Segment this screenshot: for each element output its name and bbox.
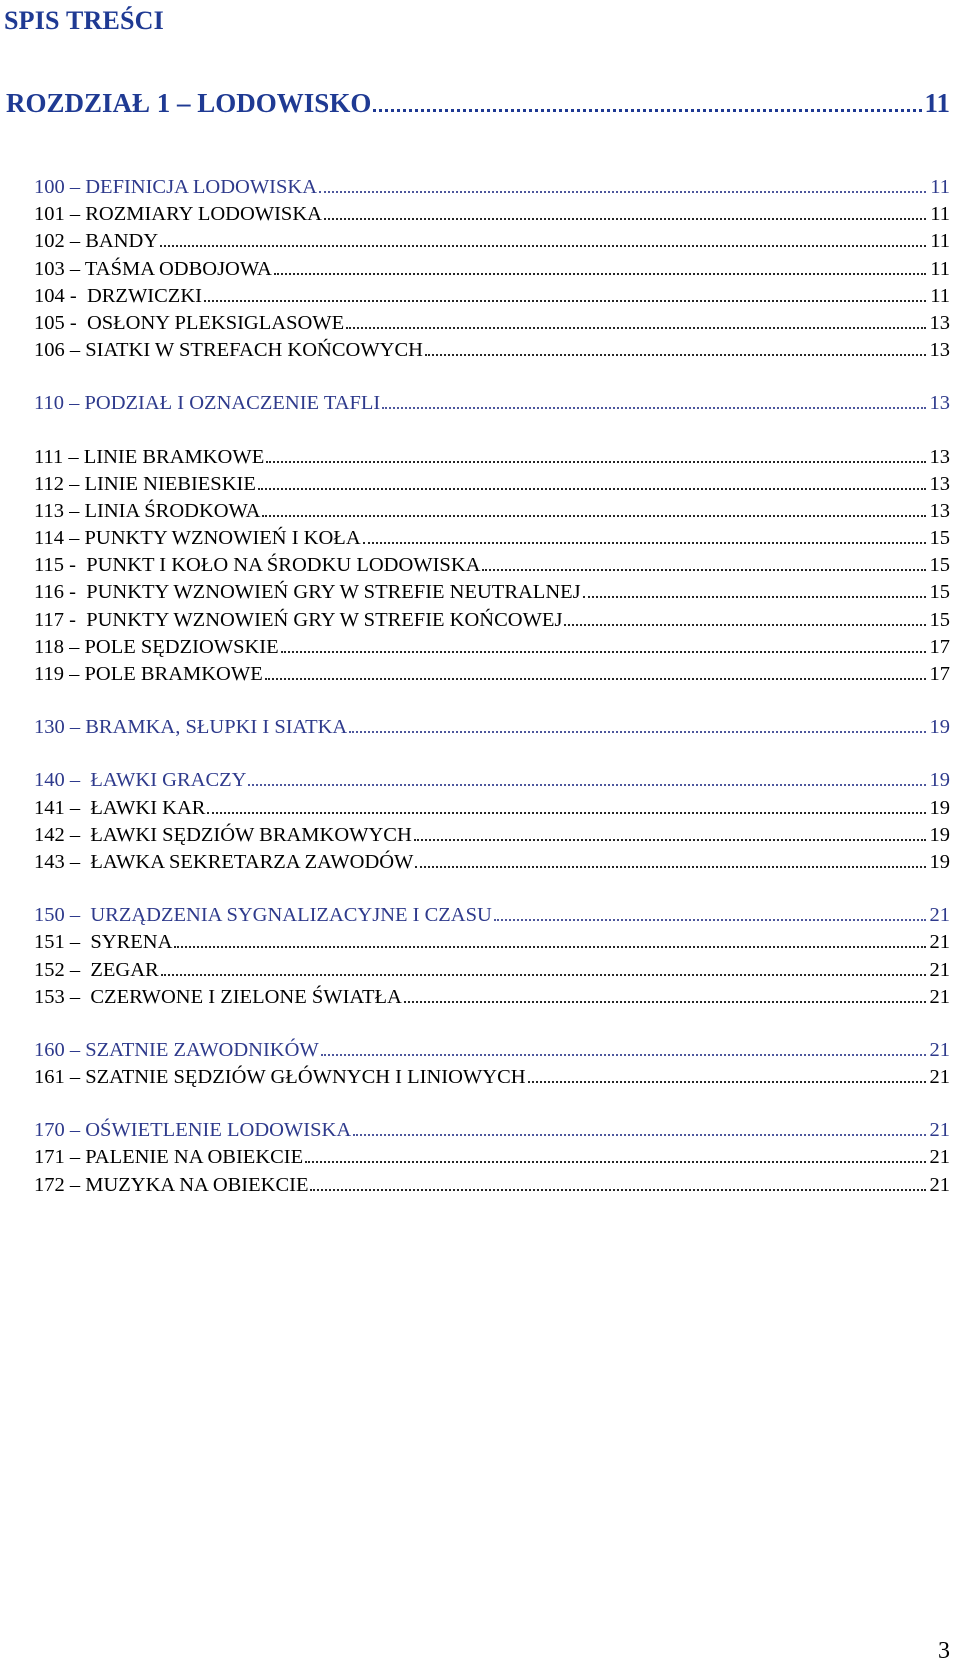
- toc-entry-label: 170 – OŚWIETLENIE LODOWISKA: [34, 1119, 352, 1142]
- toc-entry-label: 100 – DEFINICJA LODOWISKA: [34, 176, 318, 198]
- chapter-page: 11: [924, 88, 950, 118]
- toc-entry-label: 111 – LINIE BRAMKOWE: [34, 445, 265, 468]
- toc-entry[interactable]: [34, 552, 950, 579]
- toc-entry-page: 21: [929, 904, 950, 927]
- toc-entry-label: 119 – POLE BRAMKOWE: [34, 663, 263, 685]
- toc-entry-page: 21: [929, 931, 950, 954]
- dot-leader: [274, 273, 926, 275]
- toc-entry[interactable]: [34, 849, 950, 876]
- toc-entry-page: 19: [929, 769, 950, 792]
- toc-entry[interactable]: [34, 337, 950, 364]
- toc-entry-page: 13: [929, 472, 950, 495]
- dot-leader: [174, 946, 926, 948]
- toc-entry[interactable]: [34, 228, 950, 255]
- toc-entry[interactable]: [34, 1117, 950, 1144]
- dot-leader: [265, 678, 926, 680]
- toc-entry-label: 160 – SZATNIE ZAWODNIKÓW: [34, 1038, 319, 1061]
- toc-entry-label: 101 – ROZMIARY LODOWISKA: [34, 203, 322, 226]
- toc-entry-page: 19: [929, 716, 950, 739]
- toc-entry-label: 161 – SZATNIE SĘDZIÓW GŁÓWNYCH I LINIOWYCH: [34, 1066, 526, 1089]
- toc-entry[interactable]: [34, 256, 950, 283]
- toc-entry-label: 115 - PUNKT I KOŁO NA ŚRODKU LODOWISKA: [34, 554, 481, 577]
- toc-entry[interactable]: [34, 634, 950, 661]
- toc-entry-label: 113 – LINIA ŚRODKOWA: [34, 499, 261, 522]
- dot-leader: [425, 354, 926, 356]
- toc-entry-page: 11: [930, 176, 950, 198]
- toc-entry-label: 140 – ŁAWKI GRACZY: [34, 769, 247, 792]
- toc-chapter-entry[interactable]: [6, 88, 950, 119]
- toc-entry[interactable]: [34, 174, 950, 201]
- toc-entry[interactable]: [34, 795, 950, 822]
- toc-entry-page: 19: [929, 823, 950, 846]
- toc-entry-label: 104 - DRZWICZKI: [34, 284, 202, 307]
- toc-entry-label: 105 - OSŁONY PLEKSIGLASOWE: [34, 311, 345, 334]
- dot-leader: [310, 1189, 926, 1191]
- dot-leader: [404, 1001, 926, 1003]
- toc-entry-label: 130 – BRAMKA, SŁUPKI I SIATKA: [34, 716, 348, 739]
- dot-leader: [346, 327, 926, 329]
- toc-entry-page: 15: [929, 527, 950, 550]
- toc-entry[interactable]: [34, 390, 950, 417]
- toc-entry-page: 19: [929, 850, 950, 873]
- dot-leader: [207, 812, 926, 814]
- toc-entry[interactable]: [34, 1144, 950, 1171]
- dot-leader: [204, 300, 926, 302]
- dot-leader: [583, 596, 926, 598]
- toc-entry-page: 21: [929, 985, 950, 1008]
- toc-entry[interactable]: [34, 579, 950, 606]
- toc-entry-label: 172 – MUZYKA NA OBIEKCIE: [34, 1173, 309, 1196]
- dot-leader: [349, 731, 926, 733]
- toc-entries: [34, 174, 950, 1199]
- toc-entry-page: 13: [929, 339, 950, 362]
- toc-entry-label: 103 – TAŚMA ODBOJOWA: [34, 257, 272, 280]
- dot-leader: [494, 919, 926, 921]
- toc-entry-label: 112 – LINIE NIEBIESKIE: [34, 472, 256, 495]
- toc-entry-label: 171 – PALENIE NA OBIEKCIE: [34, 1146, 304, 1169]
- toc-entry-page: 21: [929, 1173, 950, 1196]
- toc-entry-page: 11: [930, 230, 950, 253]
- toc-title: SPIS TREŚCI: [4, 6, 164, 35]
- toc-entry-page: 15: [929, 608, 950, 631]
- dot-leader: [160, 245, 926, 247]
- dot-leader: [482, 569, 926, 571]
- toc-entry-label: 110 – PODZIAŁ I OZNACZENIE TAFLI: [34, 392, 381, 415]
- toc-entry[interactable]: [34, 444, 950, 471]
- toc-entry-page: 21: [929, 1066, 950, 1089]
- toc-entry-label: 150 – URZĄDZENIA SYGNALIZACYJNE I CZASU: [34, 904, 492, 927]
- dot-leader: [528, 1081, 926, 1083]
- toc-entry-page: 17: [929, 663, 950, 685]
- dot-leader: [248, 784, 926, 786]
- dot-leader: [305, 1161, 926, 1163]
- page-number: 3: [938, 1638, 950, 1664]
- toc-entry-label: 114 – PUNKTY WZNOWIEŃ I KOŁA: [34, 527, 361, 550]
- toc-entry[interactable]: [34, 525, 950, 552]
- dot-leader: [321, 1054, 926, 1056]
- dot-leader: [258, 488, 926, 490]
- toc-entry-label: 143 – ŁAWKA SEKRETARZA ZAWODÓW: [34, 850, 414, 873]
- toc-entry-page: 21: [929, 1038, 950, 1061]
- toc-entry-page: 19: [929, 796, 950, 819]
- toc-entry-label: 151 – SYRENA: [34, 931, 173, 954]
- toc-entry-page: 13: [929, 445, 950, 468]
- toc-entry-page: 13: [929, 499, 950, 522]
- toc-entry[interactable]: [34, 1064, 950, 1091]
- toc-entry-label: 102 – BANDY: [34, 230, 159, 253]
- dot-leader: [262, 515, 926, 517]
- toc-entry[interactable]: [34, 1172, 950, 1199]
- toc-entry-label: 153 – CZERWONE I ZIELONE ŚWIATŁA: [34, 985, 402, 1008]
- dot-leader: [319, 191, 926, 193]
- toc-entry[interactable]: [34, 283, 950, 310]
- toc-entry-label: 141 – ŁAWKI KAR: [34, 796, 206, 819]
- toc-entry[interactable]: [34, 201, 950, 228]
- toc-entry-page: 15: [929, 581, 950, 604]
- toc-entry-label: 152 – ZEGAR: [34, 958, 159, 981]
- toc-entry-label: 106 – SIATKI W STREFACH KOŃCOWYCH: [34, 339, 423, 362]
- dot-leader: [266, 461, 926, 463]
- dot-leader: [415, 866, 926, 868]
- toc-entry-page: 11: [930, 203, 950, 226]
- toc-entry[interactable]: [34, 957, 950, 984]
- toc-entry-page: 15: [929, 554, 950, 577]
- toc-entry[interactable]: [34, 984, 950, 1011]
- toc-entry-page: 13: [929, 392, 950, 415]
- dot-leader: [564, 624, 926, 626]
- toc-entry[interactable]: [34, 714, 950, 741]
- toc-entry[interactable]: [34, 929, 950, 956]
- dot-leader: [373, 109, 922, 112]
- toc-entry[interactable]: [34, 661, 950, 688]
- toc-entry[interactable]: [34, 822, 950, 849]
- toc-entry-label: 142 – ŁAWKI SĘDZIÓW BRAMKOWYCH: [34, 823, 412, 846]
- dot-leader: [382, 407, 926, 409]
- dot-leader: [363, 542, 926, 544]
- toc-entry-label: 118 – POLE SĘDZIOWSKIE: [34, 635, 279, 658]
- toc-entry[interactable]: [34, 498, 950, 525]
- chapter-label: ROZDZIAŁ 1 – LODOWISKO: [6, 88, 372, 118]
- toc-entry-label: 116 - PUNKTY WZNOWIEŃ GRY W STREFIE NEUTRALNEJ: [34, 581, 581, 604]
- dot-leader: [161, 974, 926, 976]
- toc-entry[interactable]: [34, 607, 950, 634]
- dot-leader: [414, 839, 926, 841]
- toc-entry-page: 21: [929, 1119, 950, 1142]
- toc-entry[interactable]: [34, 1037, 950, 1064]
- toc-entry-label: 117 - PUNKTY WZNOWIEŃ GRY W STREFIE KOŃCOWEJ: [34, 608, 563, 631]
- toc-entry[interactable]: [34, 767, 950, 794]
- toc-entry-page: 21: [929, 958, 950, 981]
- dot-leader: [281, 651, 926, 653]
- toc-entry[interactable]: [34, 310, 950, 337]
- toc-entry-page: 21: [929, 1146, 950, 1169]
- toc-entry-page: 11: [930, 257, 950, 280]
- toc-entry-page: 13: [929, 311, 950, 334]
- toc-entry[interactable]: [34, 471, 950, 498]
- dot-leader: [353, 1134, 926, 1136]
- dot-leader: [324, 218, 926, 220]
- toc-entry[interactable]: [34, 902, 950, 929]
- toc-entry-page: 11: [930, 284, 950, 307]
- toc-entry-page: 17: [929, 635, 950, 658]
